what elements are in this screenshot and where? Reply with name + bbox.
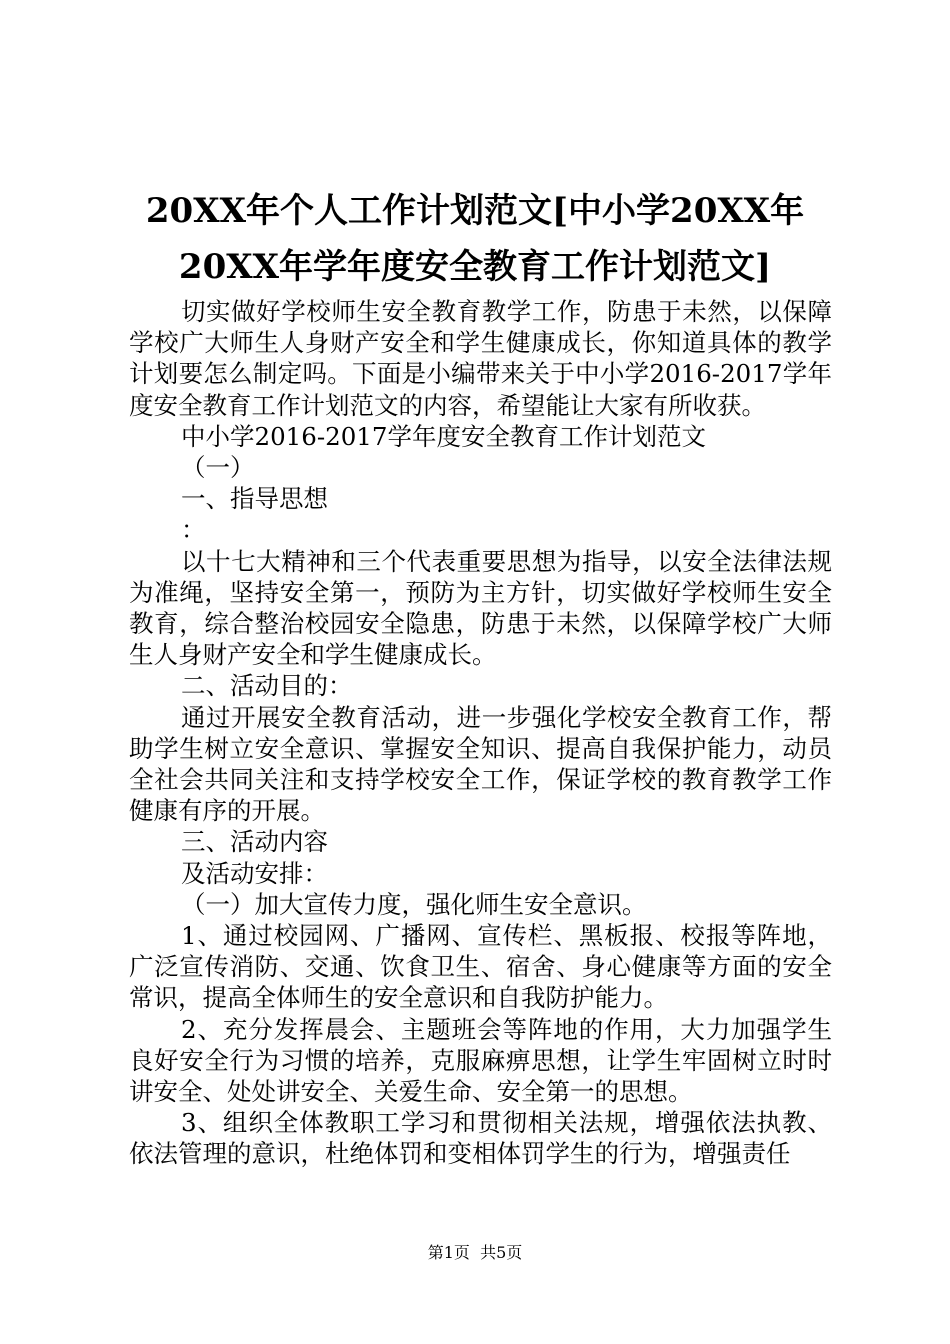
heading-activity-content: 三、活动内容 (181, 827, 328, 857)
subheading-publicity: （一）加大宣传力度，强化师生安全意识。 (181, 889, 647, 919)
paragraph-activity-goal: 通过开展安全教育活动，进一步强化学校安全教育工作，帮助学生树立安全意识、掌握安全知识、提高自我保护能力，动员全社会共同关注和支持学校安全工作，保证学校的教育教学工作健康有序的开展。 (129, 702, 832, 826)
heading-activity-goal: 二、活动目的： (181, 671, 353, 701)
paragraph-guiding-thought: 以十七大精神和三个代表重要思想为指导，以安全法律法规为准绳，坚持安全第一，预防为主方针，切实做好学校师生安全教育，综合整治校园安全隐患，防患于未然，以保障学校广大师生人身财产安全和学生健康成长。 (129, 546, 832, 670)
document-body (129, 296, 832, 1170)
document-title-line-2: 20XX年学年度安全教育工作计划范文] (178, 247, 772, 287)
heading-activity-arrangement: 及活动安排： (181, 858, 328, 888)
document-title-line-1: 20XX年个人工作计划范文[中小学20XX年 (145, 191, 805, 231)
list-item-2: 2、充分发挥晨会、主题班会等阵地的作用，大力加强学生良好安全行为习惯的培养，克服麻痹思想，让学生牢固树立时时讲安全、处处讲安全、关爱生命、安全第一的思想。 (129, 1014, 832, 1107)
section-heading-plan: 中小学2016-2017学年度安全教育工作计划范文 (181, 421, 706, 451)
section-number: （一） (181, 453, 255, 483)
colon-line: ： (181, 515, 206, 545)
list-item-1: 1、通过校园网、广播网、宣传栏、黑板报、校报等阵地，广泛宣传消防、交通、饮食卫生、宿舍、身心健康等方面的安全常识，提高全体师生的安全意识和自我防护能力。 (129, 921, 832, 1013)
heading-guiding-thought: 一、指导思想 (181, 484, 328, 514)
intro-paragraph: 切实做好学校师生安全教育教学工作，防患于未然，以保障学校广大师生人身财产安全和学生健康成长，你知道具体的教学计划要怎么制定吗。下面是小编带来关于中小学2016-2017学年度安全教育工作计划范文的内容，希望能让大家有所收获。 (129, 297, 832, 420)
list-item-3: 3、组织全体教职工学习和贯彻相关法规，增强依法执教、依法管理的意识，杜绝体罚和变相体罚学生的行为，增强责任 (129, 1108, 832, 1169)
page-footer: 第1页 共5页 (427, 1243, 523, 1262)
